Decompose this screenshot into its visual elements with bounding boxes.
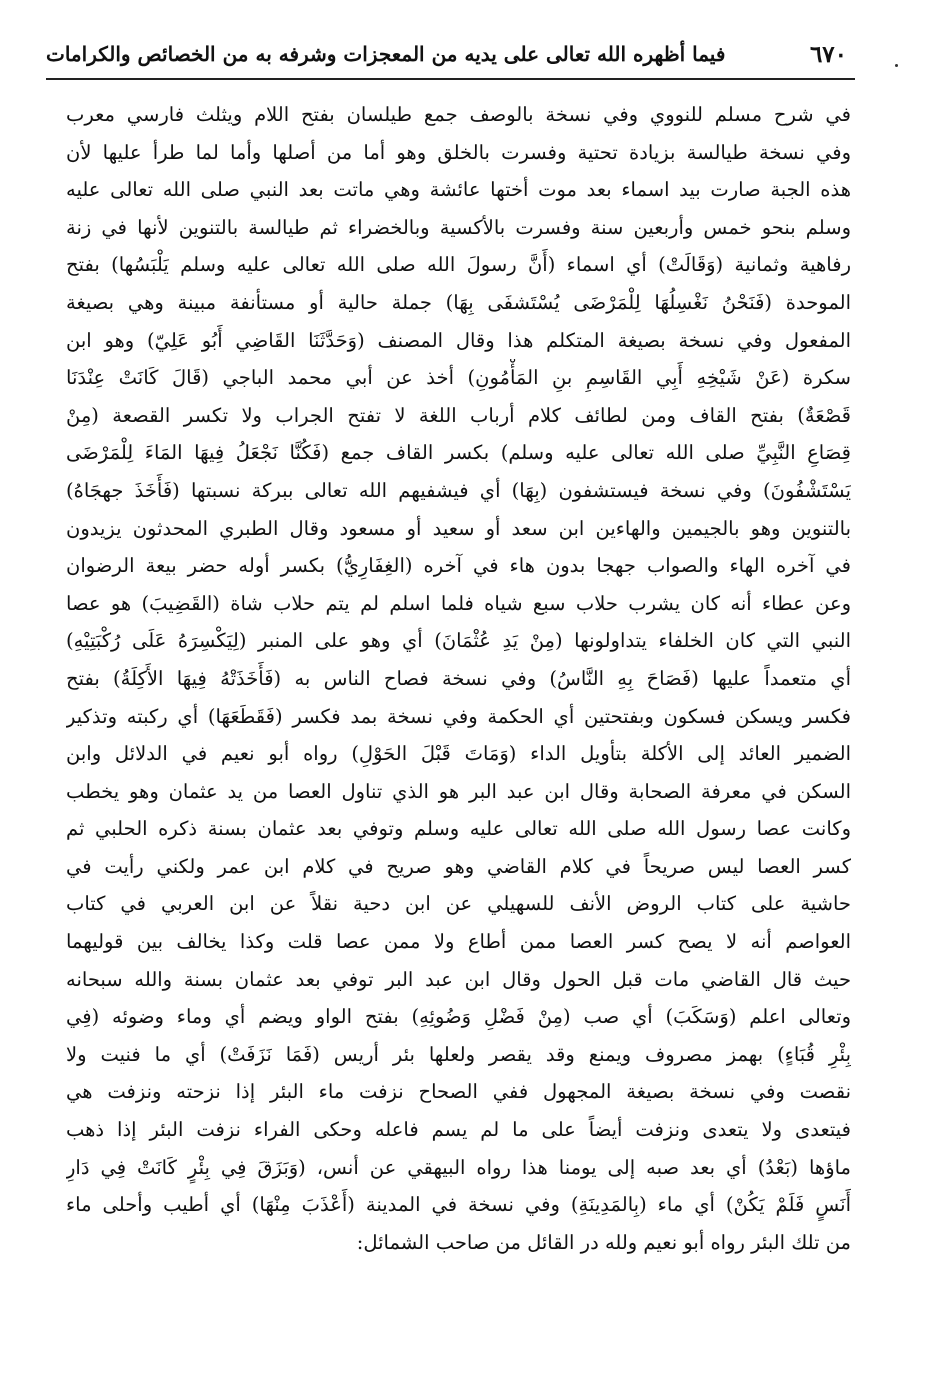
page-number: ٦٧٠ (809, 40, 847, 68)
text-line: هذه الجبة صارت بيد اسماء بعد موت أختها عائشة وهي ماتت بعد النبي صلى الله تعالى عليه (66, 178, 851, 202)
text-line: من تلك البئر رواه أبو نعيم ولله در القائل من صاحب الشمائل: (356, 1230, 851, 1254)
text-line: النبي التي كان الخلفاء يتداولونها (مِنْ يَدِ عُثْمَانَ) أي وهو على المنبر (لِيَكْسِرَهُ عَلَى رُكْبَتِيْهِ) (66, 629, 851, 653)
text-line: في آخره الهاء والصواب جهجا بدون هاء في آخره (الغِفَارِيُّ) بكسر أوله حضر بيعة الرضوان (66, 554, 851, 578)
text-line: يَسْتَشْفُونَ) وفي نسخة فيستشفون (بِهَا) أي فيشفيهم الله تعالى ببركة نسبتها (فَأَخَذَ جهجَاهُ) (66, 478, 851, 502)
text-line: رفاهية وثمانية (وَقَالَتْ) أي اسماء (أَنَّ رسولَ الله صلى الله تعالى عليه وسلم يَلْبَسُها) بفتح (66, 253, 851, 277)
text-line: فكسر ويسكن فسكون وبفتحتين أي الحكمة وفي نسخة بمد فكسر (فَقَطَعَهَا) أي ركبته وتذكير (66, 704, 851, 728)
text-line: وعن عطاء أنه كان يشرب حلاب سبع شياه فلما اسلم لم يتم حلاب شاة (القَضِيبَ) هو عصا (66, 591, 851, 615)
text-line: أَنَسٍ فَلَمْ يَكُنْ) أي ماء (بِالمَدِينَةِ) وفي نسخة في المدينة (أَعْذَبَ مِنْهَا) أي أطيب وأحلى ماء (66, 1193, 851, 1217)
text-line: الضمير العائد إلى الأكلة بتأويل الداء (وَمَاتَ قَبْلَ الحَوْلِ) رواه أبو نعيم في الدلائل وابن (66, 742, 851, 766)
text-line: قَصْعَةٌ) بفتح القاف ومن لطائف كلام أرباب اللغة لا تفتح الجراب ولا تكسر القصعة (مِنْ (66, 403, 851, 427)
text-line: السكن في معرفة الصحابة وقال ابن عبد البر هو الذي تناول العصا من يد عثمان وهو يخطب (66, 779, 851, 803)
text-line: وتعالى اعلم (وَسَكَبَ) أي صب (مِنْ فَضْلِ وَضُوئِهِ) بفتح الواو ويضم أي وماء وضوئه (فِي (66, 1005, 851, 1029)
running-title: فيما أظهره الله تعالى على يديه من المعجزات وشرفه به من الخصائص والكرامات (46, 42, 726, 66)
text-line: في شرح مسلم للنووي وفي نسخة بالوصف جمع طيلسان بفتح اللام ويثلث فارسي معرب (66, 103, 851, 126)
page-header (46, 34, 855, 74)
text-line: بِئْرِ قُبَاءٍ) بهمز مصروف ويمنع وقد يقصر ولعلها بئر أريس (فَمَا نَزَفَتْ) أي ما فنيت ولا (66, 1042, 851, 1066)
text-line: بالتنوين وهو بالجيمين والهاءين ابن سعد أو سعيد أو مسعود وقال الطبري المحدثون يزيدون (66, 516, 851, 540)
text-line: حيث قال القاضي مات قبل الحول وقال ابن عبد البر توفي بعد عثمان بسنة والله سبحانه (66, 967, 851, 991)
text-line: أي متعمداً عليها (فَصَاحَ بِهِ النَّاسُ) وفي نسخة فصاح الناس به (فَأَخَذَتْهُ فِيهَا الأَكِلَةُ) بفتح (66, 666, 851, 690)
text-line: سكرة (عَنْ شَيْخِهِ أَبِي القَاسِمِ بنِ المَأْمُونِ) أخذ عن أبي محمد الباجي (قَالَ كَانَتْ عِنْدَنَا (66, 366, 851, 390)
text-line: فيتعدى ولا يتعدى ونزفت أيضاً على ما لم يسم فاعله وحكى الفراء نزفت البئر إذا ذهب (66, 1118, 851, 1142)
text-line: وفي نسخة طيالسة بزيادة تحتية وفسرت بالخلق وهو أما من أصلها وأما لما طرأ عليها لأن (66, 140, 851, 164)
text-line: نقصت وفي نسخة بصيغة المجهول ففي الصحاح نزفت ماء البئر إذا نزحته ونزفت هي (66, 1080, 851, 1104)
header-rule (46, 78, 855, 80)
text-line: الموحدة (فَنَحْنُ نَغْسِلُهَا لِلْمَرْضَى يُسْتَشفَى بِهَا) جملة حالية أو مستأنفة مبينة وهي بصيغة (66, 290, 851, 314)
text-line: العواصم أنه لا يصح كسر العصا ممن أطاع ولا ممن عصا قلت وكذا يخالف بين قوليهما (66, 930, 851, 954)
text-line: المفعول وفي نسخة بصيغة المتكلم هذا وقال المصنف (وَحَدَّثَنَا القَاضِي أَبُو عَلِيّ) وهو ابن (66, 328, 851, 352)
text-line: حاشية على كتاب الروض الأنف للسهيلي عن ابن دحية نقلاً عن ابن العربي في كتاب (66, 892, 851, 916)
body-text (66, 96, 851, 1261)
text-line: كسر العصا ليس صريحاً في كلام القاضي وهو صريح في كلام ابن عمر ولكني رأيت في (66, 854, 851, 878)
text-line: قِصَاعِ النَّبِيِّ صلى الله تعالى عليه وسلم) بكسر القاف جمع (فَكُنَّا نَجْعَلُ فِيهَا المَاءَ لِلْمَرْضَى (66, 441, 851, 465)
text-line: وسلم بنحو خمس وأربعين سنة وفسرت بالأكسية وبالخضراء ثم طيالسة بالتنوين لأنها في زنة (66, 215, 851, 239)
text-line: ماؤها (بَعْدُ) أي بعد صبه إلى يومنا هذا رواه البيهقي عن أنس، (وَبَزَقَ فِي بِئْرٍ كَانَتْ فِي دَارِ (66, 1155, 851, 1179)
page-speck (895, 64, 898, 67)
text-line: وكانت عصا رسول الله صلى الله تعالى عليه وسلم وتوفي بعد عثمان بسنة ذكره الحلبي ثم (66, 817, 851, 841)
